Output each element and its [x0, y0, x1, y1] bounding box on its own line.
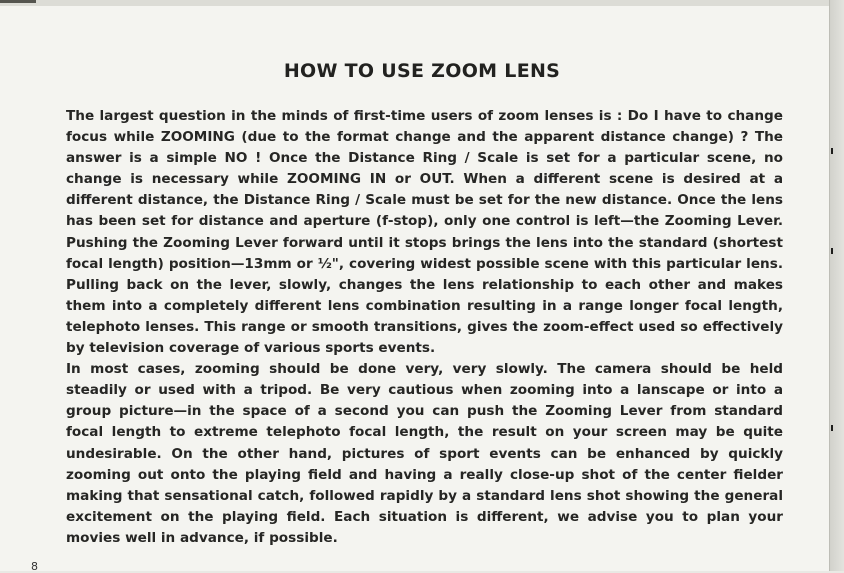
text-line: steadily or used with a tripod. Be very cautious when zooming into a lanscape or into a	[66, 382, 783, 399]
text-line: has been set for distance and aperture (f-stop), only one control is left—the Zooming Lever.	[66, 213, 783, 230]
text-line: focal length) position—13mm or ½", covering widest possible scene with this particular lens.	[66, 255, 783, 272]
text-line: focal length to extreme telephoto focal length, the result on your screen may be quite	[66, 424, 783, 441]
text-line: telephoto lenses. This range or smooth transitions, gives the zoom-effect used so effectively	[66, 318, 783, 335]
spine-tick-mark	[831, 148, 833, 154]
text-line: different distance, the Distance Ring / Scale must be set for the new distance. Once the lens	[66, 192, 783, 209]
page-top-edge	[0, 0, 844, 6]
text-line: them into a completely different lens combination resulting in a range longer focal length,	[66, 297, 783, 314]
text-line: Pushing the Zooming Lever forward until it stops brings the lens into the standard (shortest	[66, 234, 783, 251]
text-line: excitement on the playing field. Each situation is different, we advise you to plan your	[66, 508, 783, 525]
text-line: change is necessary while ZOOMING IN or OUT. When a different scene is desired at a	[66, 171, 783, 188]
text-line: group picture—in the space of a second you can push the Zooming Lever from standard	[66, 403, 783, 420]
book-spine	[829, 0, 844, 571]
text-line: answer is a simple NO ! Once the Distance Ring / Scale is set for a particular scene, no	[66, 150, 783, 167]
text-line: zooming out onto the playing field and having a really close-up shot of the center fielder	[66, 466, 783, 483]
text-line: by television coverage of various sports events.	[66, 340, 436, 357]
page-title: HOW TO USE ZOOM LENS	[283, 60, 561, 82]
spine-tick-mark	[831, 425, 833, 431]
text-line: In most cases, zooming should be done very, very slowly. The camera should be held	[66, 361, 783, 378]
text-line: movies well in advance, if possible.	[66, 529, 338, 546]
page-number: 8	[31, 560, 38, 573]
text-line: undesirable. On the other hand, pictures of sport events can be enhanced by quickly	[66, 445, 783, 462]
text-line: Pulling back on the lever, slowly, changes the lens relationship to each other and makes	[66, 276, 783, 293]
text-line: making that sensational catch, followed rapidly by a standard lens shot showing the general	[66, 487, 783, 504]
body-text	[66, 106, 783, 549]
text-line: focus while ZOOMING (due to the format change and the apparent distance change) ? The	[66, 129, 783, 146]
spine-tick-mark	[831, 248, 833, 254]
text-line: The largest question in the minds of first-time users of zoom lenses is : Do I have to change	[66, 108, 783, 124]
corner-mark	[0, 0, 36, 3]
